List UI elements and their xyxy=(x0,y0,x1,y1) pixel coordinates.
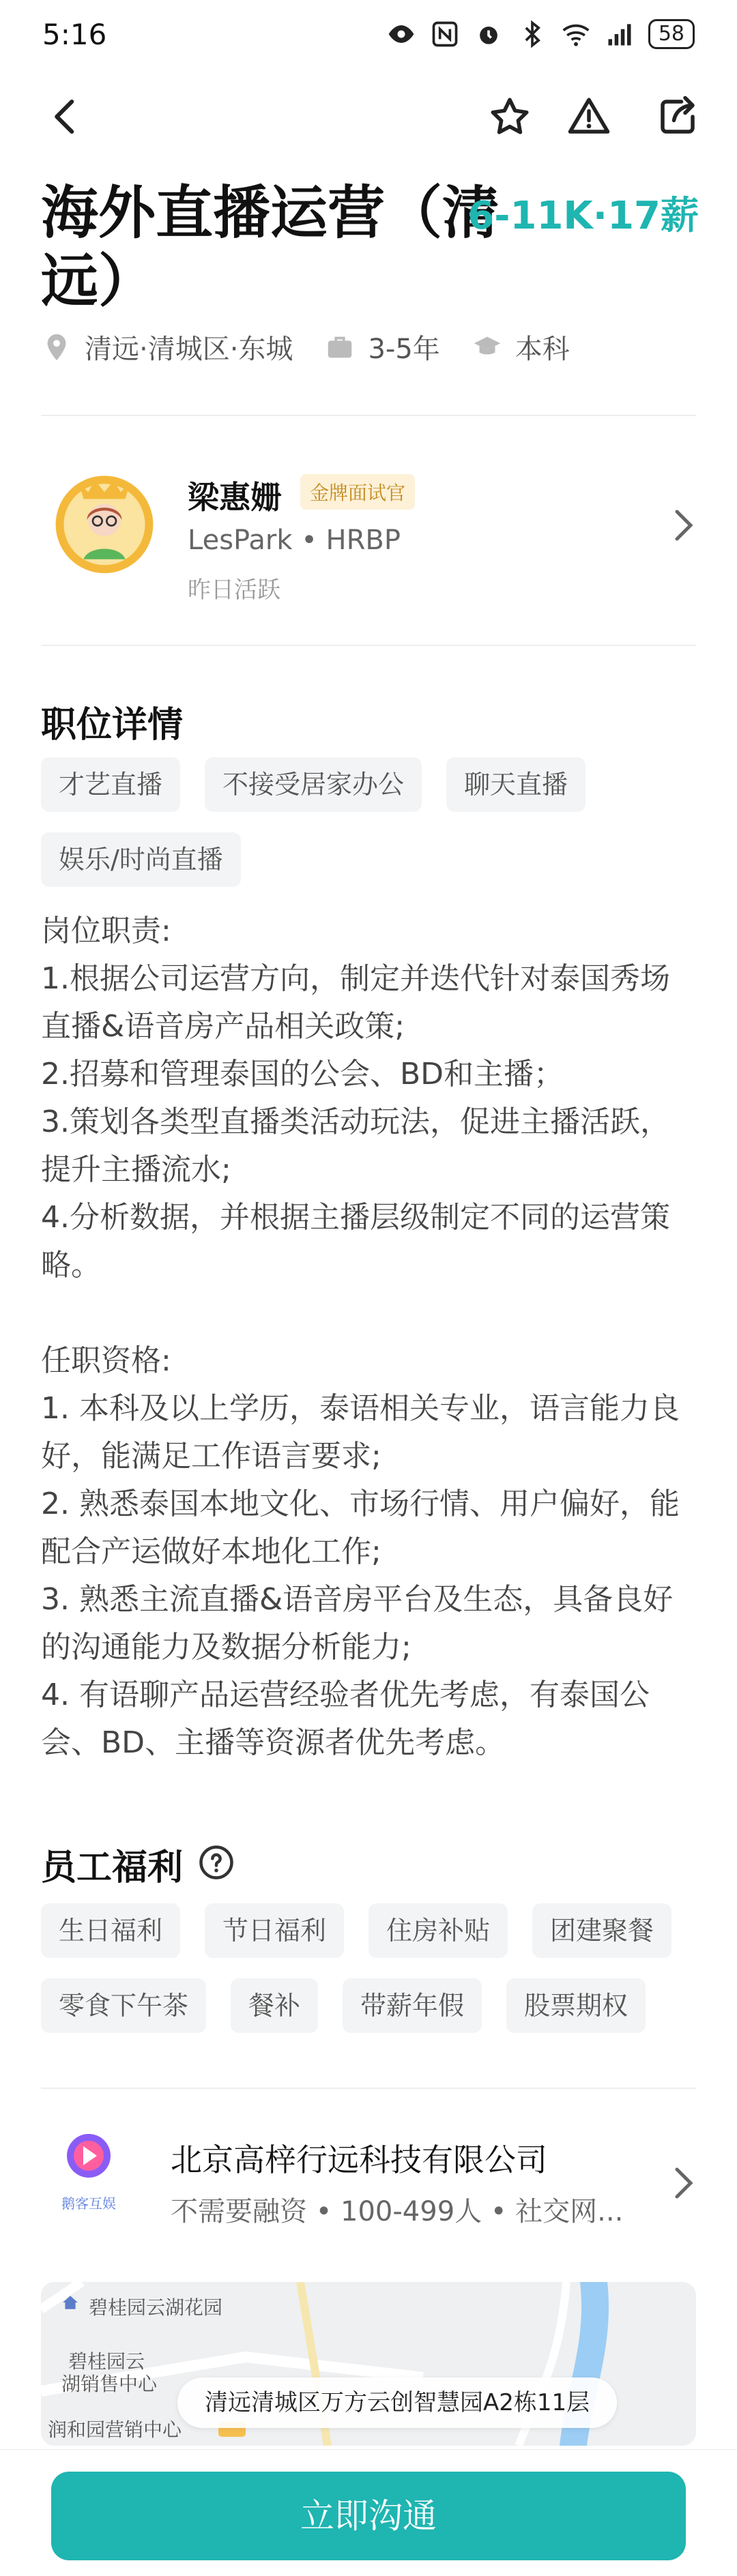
alarm-icon xyxy=(474,19,504,49)
play-logo-icon xyxy=(48,2128,130,2190)
map-label: 润和园营销中心 xyxy=(48,2418,182,2441)
map-label: 湖销售中心 xyxy=(61,2373,158,2395)
share-button[interactable] xyxy=(654,93,702,141)
company-logo xyxy=(48,2128,130,2210)
favorite-button[interactable] xyxy=(486,93,534,141)
experience-text: 3-5年 xyxy=(368,334,440,365)
education-text: 本科 xyxy=(515,334,570,365)
benefit-tag: 餐补 xyxy=(231,1978,318,2033)
job-tag: 不接受居家办公 xyxy=(205,757,422,812)
description-line xyxy=(41,1289,699,1337)
company-info: 不需要融资 • 100-499人 • 社交网... xyxy=(171,2196,624,2227)
job-description xyxy=(41,907,699,1767)
status-time: 5:16 xyxy=(42,17,107,51)
gold-interviewer-badge: 金牌面试官 xyxy=(300,474,415,510)
location-map[interactable] xyxy=(41,2282,696,2446)
location-meta xyxy=(41,327,293,366)
benefit-tag: 生日福利 xyxy=(41,1903,180,1958)
signal-icon xyxy=(605,19,635,49)
recruiter-active-status: 昨日活跃 xyxy=(188,576,280,604)
divider xyxy=(41,415,696,416)
nav-bar xyxy=(0,75,737,157)
eye-icon xyxy=(386,19,416,49)
divider xyxy=(41,645,696,646)
benefit-tag: 股票期权 xyxy=(506,1978,646,2033)
benefit-tag: 节日福利 xyxy=(205,1903,344,1958)
job-tag: 聊天直播 xyxy=(446,757,586,812)
job-tag: 才艺直播 xyxy=(41,757,180,812)
divider xyxy=(41,2088,696,2089)
recruiter-company-role: LesPark • HRBP xyxy=(188,525,401,556)
nfc-icon xyxy=(430,19,460,49)
job-tag: 娱乐/时尚直播 xyxy=(41,832,241,887)
description-line: 3.策划各类型直播类活动玩法，促进主播活跃，提升主播流水; xyxy=(41,1104,670,1187)
job-tags xyxy=(41,757,696,887)
job-details-title: 职位详情 xyxy=(41,705,184,746)
experience-meta xyxy=(324,327,439,366)
description-line: 1. 本科及以上学历，泰语相关专业，语言能力良好，能满足工作语言要求; xyxy=(41,1391,680,1474)
address-label: 清远清城区万方云创智慧园A2栋11层 xyxy=(177,2377,617,2428)
back-arrow-icon xyxy=(44,94,89,139)
description-line: 4. 有语聊产品运营经验者优先考虑，有泰国公会、BD、主播等资源者优先考虑。 xyxy=(41,1678,650,1760)
chevron-right-icon xyxy=(671,2166,696,2200)
status-bar xyxy=(0,0,737,68)
location-text: 清远·清城区·东城 xyxy=(85,334,293,365)
education-meta xyxy=(472,327,570,366)
wifi-icon xyxy=(561,19,591,49)
company-card[interactable] xyxy=(41,2115,696,2251)
description-line: 2.招募和管理泰国的公会、BD和主播； xyxy=(41,1057,564,1092)
star-icon xyxy=(487,94,532,139)
description-line: 任职资格: xyxy=(41,1343,171,1378)
company-logo-text: 鹅客互娱 xyxy=(61,2195,116,2212)
status-icons xyxy=(386,19,695,49)
benefit-tag: 带薪年假 xyxy=(343,1978,482,2033)
chevron-right-icon xyxy=(671,508,696,542)
map-label: 碧桂园云湖花园 xyxy=(89,2296,223,2319)
share-icon xyxy=(655,94,700,139)
recruiter-name: 梁惠姗 xyxy=(188,479,282,516)
recruiter-card[interactable] xyxy=(41,454,696,617)
map-label: 碧桂园云 xyxy=(68,2350,145,2373)
job-title: 海外直播运营（清远） xyxy=(41,179,500,314)
benefits-title: 员工福利 xyxy=(41,1847,184,1888)
description-line: 1.根据公司运营方向，制定并迭代针对泰国秀场直播&语音房产品相关政策; xyxy=(41,961,670,1044)
salary: 6-11K·17薪 xyxy=(467,194,699,238)
warning-icon xyxy=(566,94,611,139)
benefit-tag: 零食下午茶 xyxy=(41,1978,206,2033)
help-icon[interactable] xyxy=(198,1844,235,1881)
description-line: 4.分析数据，并根据主播层级制定不同的运营策略。 xyxy=(41,1200,670,1283)
back-button[interactable] xyxy=(42,93,90,141)
benefit-tags xyxy=(41,1903,696,2033)
battery-indicator: 58 xyxy=(648,19,695,49)
job-meta xyxy=(41,327,601,366)
company-name: 北京高梓行远科技有限公司 xyxy=(171,2141,547,2178)
report-button[interactable] xyxy=(565,93,613,141)
description-line: 2. 熟悉泰国本地文化、市场行情、用户偏好，能配合产运做好本地化工作; xyxy=(41,1487,680,1569)
bluetooth-icon xyxy=(517,19,547,49)
home-icon xyxy=(61,2294,79,2311)
chat-now-button[interactable]: 立即沟通 xyxy=(51,2472,686,2560)
avatar xyxy=(46,462,162,578)
location-pin-icon xyxy=(41,332,72,363)
benefit-tag: 团建聚餐 xyxy=(532,1903,671,1958)
description-line: 岗位职责: xyxy=(41,913,171,948)
bottom-bar xyxy=(0,2449,737,2576)
briefcase-icon xyxy=(324,332,356,363)
graduation-cap-icon xyxy=(472,332,503,363)
benefit-tag: 住房补贴 xyxy=(369,1903,508,1958)
description-line: 3. 熟悉主流直播&语音房平台及生态，具备良好的沟通能力及数据分析能力; xyxy=(41,1582,674,1665)
